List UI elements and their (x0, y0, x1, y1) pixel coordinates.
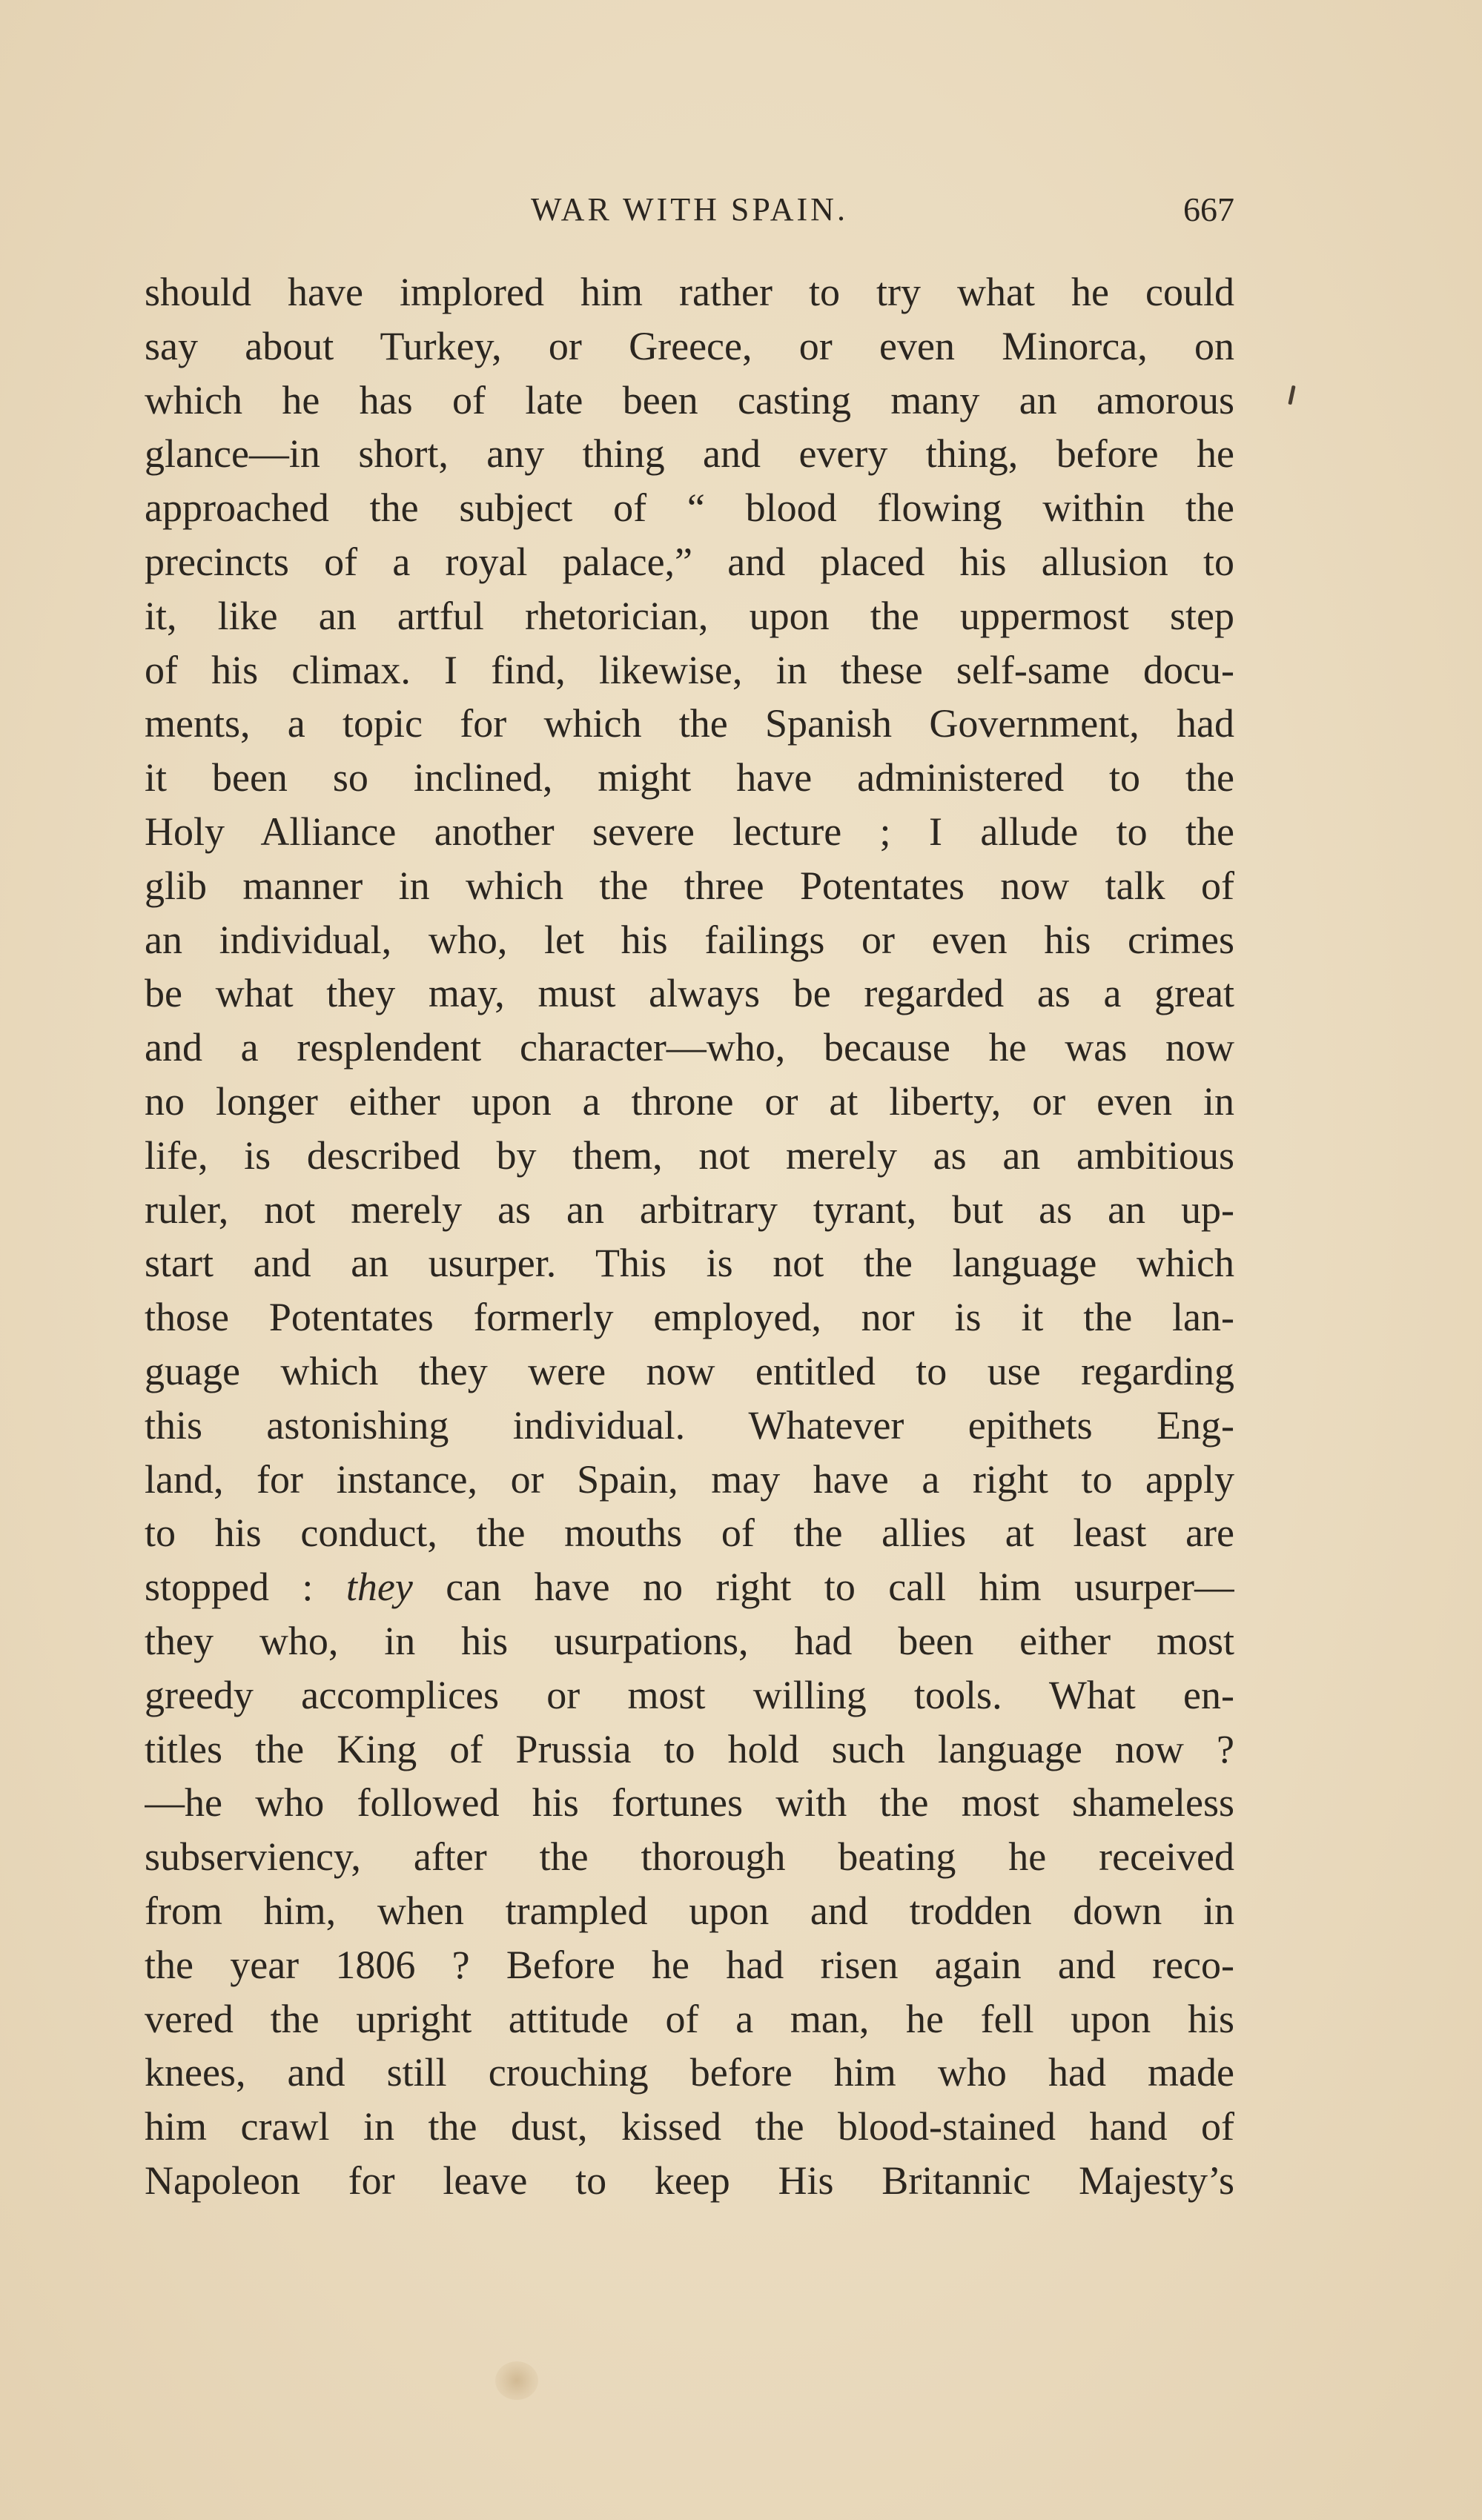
text-line: should have implored him rather to try what he could (145, 270, 1234, 314)
text-line: Holy Alliance another severe lecture ; I allude to the (145, 809, 1234, 854)
page-number: 667 (1183, 190, 1234, 228)
text-line: knees, and still crouching before him who had made (145, 2050, 1234, 2095)
text-line: of his climax. I find, likewise, in these self-same docu- (145, 647, 1234, 692)
paper-stain (495, 2361, 538, 2400)
text-line: which he has of late been casting many an amorous (145, 377, 1234, 422)
page-header (145, 184, 1234, 236)
text-line: him crawl in the dust, kissed the blood-stained hand of (145, 2104, 1234, 2149)
text-line: ruler, not merely as an arbitrary tyrant, but as an up- (145, 1187, 1234, 1232)
text-line: they who, in his usurpations, had been either most (145, 1618, 1234, 1663)
text-line: precincts of a royal palace,” and placed his allusion to (145, 539, 1234, 584)
text-line: the year 1806 ? Before he had risen again and reco- (145, 1942, 1234, 1987)
text-line: greedy accomplices or most willing tools. What en- (145, 1672, 1234, 1717)
text-line: —he who followed his fortunes with the most shameless (145, 1780, 1234, 1826)
text-line: and a resplendent character—who, because he was now (145, 1025, 1234, 1070)
text-line: no longer either upon a throne or at liberty, or even in (145, 1078, 1234, 1124)
text-line: land, for instance, or Spain, may have a right to apply (145, 1456, 1234, 1502)
text-line: from him, when trampled upon and trodden down in (145, 1888, 1234, 1933)
text-line-with-italic (145, 1560, 1234, 1614)
text-line: glance—in short, any thing and every thing, before he (145, 431, 1234, 477)
text-line: this astonishing individual. Whatever epithets Eng- (145, 1402, 1234, 1448)
text-segment: stopped : (145, 1565, 346, 1610)
text-line: say about Turkey, or Greece, or even Minorca, on (145, 323, 1234, 368)
text-line: be what they may, must always be regarded as a great (145, 971, 1234, 1016)
margin-mark (1288, 385, 1295, 405)
text-line: subserviency, after the thorough beating he received (145, 1834, 1234, 1880)
text-line: an individual, who, let his failings or even his crimes (145, 917, 1234, 962)
text-line: it, like an artful rhetorician, upon the uppermost step (145, 593, 1234, 638)
text-line: vered the upright attitude of a man, he fell upon his (145, 1996, 1234, 2041)
running-head: WAR WITH SPAIN. (531, 191, 848, 228)
text-line: Napoleon for leave to keep His Britannic Majesty’s (145, 2158, 1234, 2203)
text-line: start and an usurper. This is not the language which (145, 1241, 1234, 1286)
text-line: ments, a topic for which the Spanish Government, had (145, 701, 1234, 746)
text-line: glib manner in which the three Potentates now talk of (145, 863, 1234, 908)
italic-word: they (345, 1565, 413, 1610)
text-line: life, is described by them, not merely as an ambitious (145, 1133, 1234, 1178)
text-segment: can have no right to call him usurper— (412, 1565, 1234, 1610)
body-text (145, 265, 1234, 2208)
text-line: titles the King of Prussia to hold such language now ? (145, 1726, 1234, 1771)
text-line: guage which they were now entitled to use regarding (145, 1348, 1234, 1393)
text-line: those Potentates formerly employed, nor is it the lan- (145, 1295, 1234, 1340)
text-line: it been so inclined, might have administered to the (145, 755, 1234, 800)
text-line: approached the subject of “ blood flowing within the (145, 485, 1234, 531)
text-line: to his conduct, the mouths of the allies at least are (145, 1511, 1234, 1556)
